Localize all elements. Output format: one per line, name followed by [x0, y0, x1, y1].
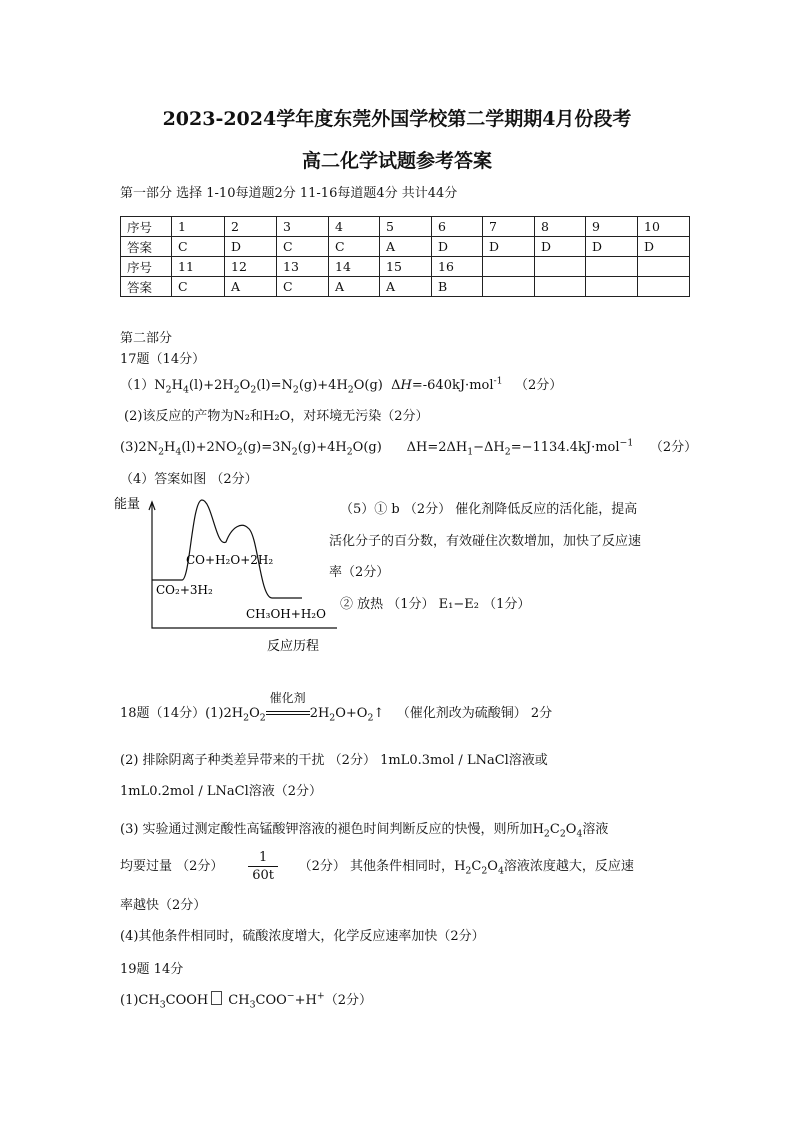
- table-row: [121, 277, 690, 297]
- reaction-arrow: [266, 690, 310, 721]
- table-cell: C: [277, 237, 329, 257]
- q17-answer-5-line2: 活化分子的百分数，有效碰住次数增加，加快了反应速: [329, 534, 642, 549]
- table-cell: A: [380, 237, 432, 257]
- q18-answer-1: 18题（14分）$(1)2H_2O_2$ 催化剂 $2H_2O+O_2↑$ （催化剂改为硫酸铜） 2分: [120, 690, 553, 724]
- table-cell: [535, 277, 586, 297]
- table-cell: [638, 257, 690, 277]
- row-header-cell: 序号: [121, 217, 172, 237]
- row-header-cell: 序号: [121, 257, 172, 277]
- table-cell: [586, 277, 638, 297]
- row-header-cell: 答案: [121, 237, 172, 257]
- reactant-label: CO₂+3H₂: [156, 583, 213, 597]
- table-cell: 14: [329, 257, 380, 277]
- table-cell: [638, 277, 690, 297]
- table-cell: 5: [380, 217, 432, 237]
- product-label: CH₃OH+H₂O: [246, 607, 326, 621]
- q18-answer-2-line2: 1mL0.2mol / LNaCl溶液（2分）: [120, 784, 322, 799]
- equilibrium-arrow-icon: [211, 991, 222, 1005]
- table-cell: 2: [225, 217, 277, 237]
- answer-table: [120, 216, 690, 297]
- answer-key-title: 高二化学试题参考答案: [301, 150, 492, 172]
- table-cell: C: [172, 277, 225, 297]
- table-cell: D: [586, 237, 638, 257]
- table-cell: A: [225, 277, 277, 297]
- table-row: [121, 257, 690, 277]
- catalyst-label: 催化剂: [269, 690, 306, 705]
- q18-answer-3-line2: 均要过量 （2分） $\frac{1}{60t}$ （2分） 其他条件相同时，$H_2C_2O_4$溶液浓度越大，反应速: [120, 850, 634, 883]
- q17-answer-5-line3: 率（2分）: [329, 565, 390, 580]
- table-cell: C: [329, 237, 380, 257]
- table-cell: [586, 257, 638, 277]
- q17-answer-2: (2)该反应的产物为N₂和H₂O，对环境无污染（2分）: [124, 409, 429, 424]
- q17-title: 17题（14分）: [120, 352, 206, 367]
- table-cell: D: [432, 237, 483, 257]
- table-cell: 3: [277, 217, 329, 237]
- table-cell: C: [172, 237, 225, 257]
- y-axis-label: 能量: [114, 497, 141, 512]
- q18-answer-3-line3: 率越快（2分）: [120, 898, 207, 913]
- table-row: [121, 217, 690, 237]
- table-cell: 16: [432, 257, 483, 277]
- table-cell: D: [638, 237, 690, 257]
- table-cell: [483, 257, 535, 277]
- table-cell: 1: [172, 217, 225, 237]
- table-cell: D: [535, 237, 586, 257]
- table-cell: D: [225, 237, 277, 257]
- q19-title: 19题 14分: [120, 962, 184, 977]
- table-cell: [483, 277, 535, 297]
- table-cell: 10: [638, 217, 690, 237]
- energy-diagram: [112, 490, 342, 665]
- table-cell: 9: [586, 217, 638, 237]
- x-axis-label: 反应历程: [267, 639, 320, 654]
- q19-answer-1: $(1)CH_3COOH$ $CH_3COO^-+H^+(2$分）: [120, 990, 372, 1011]
- table-cell: 6: [432, 217, 483, 237]
- q17-answer-4: （4）答案如图 （2分）: [120, 472, 258, 487]
- table-cell: A: [329, 277, 380, 297]
- q18-answer-2-line1: (2) 排除阴离子种类差异带来的干扰 （2分） 1mL0.3mol / LNaCl溶液或: [120, 753, 548, 768]
- rate-fraction: $\frac{1}{60t}$: [248, 849, 278, 884]
- q18-answer-3-line1: (3) 实验通过测定酸性高锰酸钾溶液的褪色时间判断反应的快慢，则所加$H_2C_2O_4$溶液: [120, 822, 609, 840]
- row-header-cell: 答案: [121, 277, 172, 297]
- table-cell: 11: [172, 257, 225, 277]
- q17-answer-5-line4: ② 放热 （1分） E₁−E₂ （1分）: [340, 597, 531, 612]
- table-cell: A: [380, 277, 432, 297]
- table-cell: C: [277, 277, 329, 297]
- table-cell: 8: [535, 217, 586, 237]
- table-cell: 12: [225, 257, 277, 277]
- intermediate-label: CO+H₂O+2H₂: [186, 553, 274, 567]
- exam-title: 2023-2024学年度东莞外国学校第二学期期4月份段考: [162, 108, 632, 130]
- table-cell: [535, 257, 586, 277]
- q18-answer-4: (4)其他条件相同时，硫酸浓度增大，化学反应速率加快（2分）: [120, 929, 485, 944]
- table-cell: B: [432, 277, 483, 297]
- table-cell: D: [483, 237, 535, 257]
- part1-heading: 第一部分 选择 1-10每道题2分 11-16每道题4分 共计44分: [120, 186, 458, 201]
- q17-answer-3: $(3)2N_2H_4(l)+2NO_2(g)=3N_2(g)+4H_2O(g)$ $\Delta H=2\Delta H_1-\Delta H_2=-1134.4kJ\cdot mol^{-1}$ （2分）: [120, 437, 698, 458]
- table-cell: 7: [483, 217, 535, 237]
- q17-answer-1: $(1)N_2H_4(l)+2H_2O_2(l)=N_2(g)+4H_2O(g)$ ΔH=-640kJ·mol$^{-1}$ （2分）: [120, 375, 563, 396]
- q17-answer-5-line1: （5）① b （2分） 催化剂降低反应的活化能，提高: [340, 502, 638, 517]
- table-cell: 4: [329, 217, 380, 237]
- part2-heading: 第二部分: [120, 331, 173, 346]
- table-row: [121, 237, 690, 257]
- table-cell: 15: [380, 257, 432, 277]
- table-cell: 13: [277, 257, 329, 277]
